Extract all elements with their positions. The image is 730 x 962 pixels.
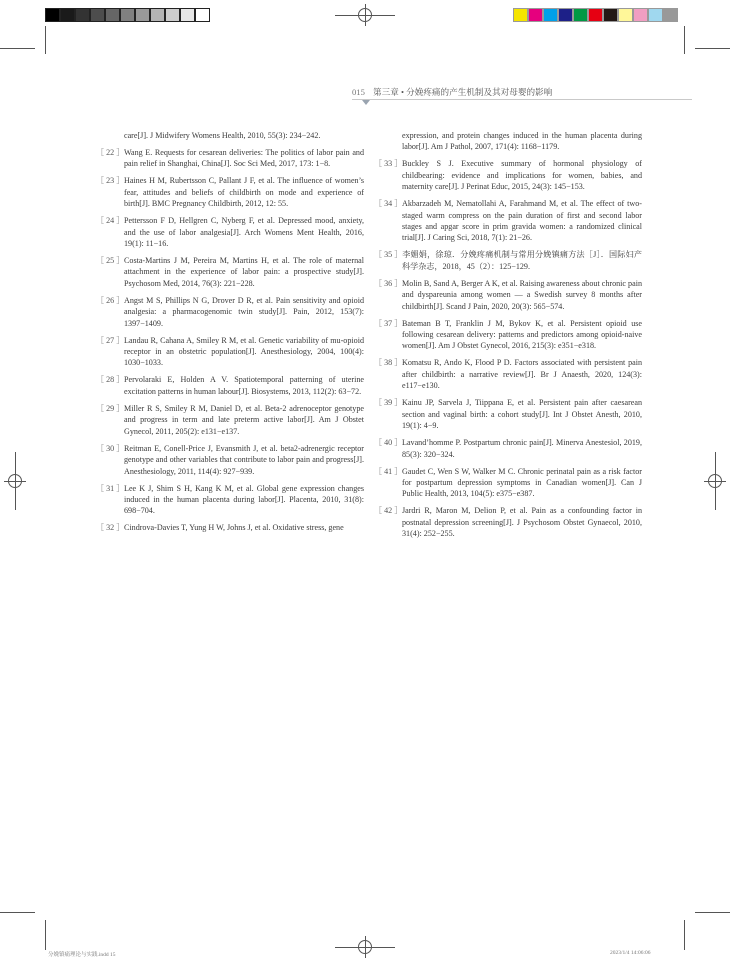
reference-number: ［ 39 ］ [374,398,403,408]
reference-entry [96,295,364,329]
reference-entry [374,158,642,192]
reference-number: ［ 36 ］ [374,278,403,288]
header-rule [352,99,692,100]
reference-text: Kainu JP, Sarvela J, Tiippana E, et al. Persistent pain after caesarean section and vaginal birth: a cohort study[J]. Int J Obstet Anesth, 2010, 19(1): 4−9. [402,398,642,431]
reference-entry [96,483,364,517]
reference-entry [374,198,642,244]
reference-number: ［ 29 ］ [96,403,125,413]
color-swatch [648,8,663,22]
color-swatch [603,8,618,22]
reference-text: Buckley S J. Executive summary of hormonal physiology of childbearing: evidence and implications for women, babies, and maternity care[J]. J Perinat Educ, 2015, 24(3): 145−153. [402,159,642,192]
reference-text: Lee K J, Shim S H, Kang K M, et al. Global gene expression changes induced in the human placenta during labor[J]. Placenta, 2010, 31(8): 698−704. [124,483,364,516]
reference-entry [374,278,642,312]
reference-entry [96,255,364,289]
reference-entry [374,130,642,153]
reference-text: expression, and protein changes induced in the human placenta during labor[J]. Am J Pathol, 2007, 171(4): 1168−1179. [402,131,642,152]
running-header [352,86,552,98]
reference-text: Wang E. Requests for cesarean deliveries: The politics of labor pain and pain relief in Shanghai, China[J]. Soc Sci Med, 2017, 173: 1−8. [124,148,364,169]
registration-line [715,452,716,510]
reference-text: Haines H M, Rubertsson C, Pallant J F, et al. The influence of women’s fear, attitudes and beliefs of childbirth on mode and experience of birth[J]. BMC Pregnancy Childbirth, 2012, 12: 55. [124,176,364,209]
crop-mark [684,26,685,54]
gray-swatch [180,8,195,22]
reference-number: ［ 30 ］ [96,443,125,453]
reference-entry [374,397,642,431]
reference-entry [96,147,364,170]
gray-swatch [135,8,150,22]
reference-text: Molin B, Sand A, Berger A K, et al. Raising awareness about chronic pain and dyspareunia among women — a Swedish survey 8 months after childbirth[J]. Scand J Pain, 2020, 20(3): 565−574. [402,278,642,311]
color-swatch [558,8,573,22]
reference-text: Miller R S, Smiley R M, Daniel D, et al. Beta-2 adrenoceptor genotype and progress in term and late preterm active labor[J]. Am J Obstet Gynecol, 2011, 205(2): e131−e137. [124,403,364,436]
registration-line [335,947,395,948]
reference-text: 李媚娟，徐琼．分娩疼痛机制与常用分娩镇痛方法［J］．国际妇产科学杂志，2018，45（2）：125−129. [402,250,642,271]
references-left-column [96,130,364,539]
color-swatch [588,8,603,22]
reference-entry [96,403,364,437]
reference-number: ［ 22 ］ [96,148,125,157]
reference-text: Akbarzadeh M, Nematollahi A, Farahmand M, et al. The effect of two-staged warm compress on the pain duration of first and second labor stages and apgar score in prim gravida women: a randomized clinical trial[J]. J Caring Sci, 2018, 7(1): 21−26. [402,199,642,243]
gray-swatch [195,8,210,22]
reference-text: care[J]. J Midwifery Womens Health, 2010, 55(3): 234−242. [124,131,321,140]
reference-number: ［ 32 ］ [96,523,125,533]
color-swatch [528,8,543,22]
reference-text: Landau R, Cahana A, Smiley R M, et al. Genetic variability of mu-opioid receptor in an obstetric population[J]. Anesthesiology, 2004, 100(4): 1030−1033. [124,335,364,368]
crop-mark [0,912,35,913]
registration-line [15,452,16,510]
reference-entry [96,130,364,141]
reference-number: ［ 37 ］ [374,318,403,328]
crop-mark [684,920,685,950]
reference-entry [374,437,642,460]
reference-entry [96,215,364,249]
footer-file-name: 分娩镇痛理论与实践.indd 15 [48,952,116,958]
gray-swatch [75,8,90,22]
reference-entry [96,374,364,397]
header-triangle-icon [362,100,370,105]
reference-entry [374,505,642,539]
color-swatch [663,8,678,22]
reference-entry [96,175,364,209]
gray-swatch [165,8,180,22]
reference-text: Angst M S, Phillips N G, Drover D R, et al. Pain sensitivity and opioid analgesia: a pharmacogenomic twin study[J]. Pain, 2012, 153(7): 1397−1409. [124,295,364,328]
reference-number: ［ 26 ］ [96,295,125,305]
reference-text: Lavand’homme P. Postpartum chronic pain[J]. Minerva Anestesiol, 2019, 85(3): 320−324. [402,438,642,459]
reference-text: Costa-Martins J M, Pereira M, Martins H, et al. The role of maternal attachment in the experience of labor pain: a prospective study[J]. Psychosom Med, 2014, 76(3): 221−228. [124,256,364,288]
chapter-title: 第三章 • 分娩疼痛的产生机制及其对母婴的影响 [373,87,553,97]
reference-number: ［ 28 ］ [96,375,125,385]
crop-mark [45,26,46,54]
reference-number: ［ 42 ］ [374,506,403,516]
reference-entry [374,466,642,500]
color-swatch [573,8,588,22]
color-swatch [618,8,633,22]
crop-mark [695,912,730,913]
reference-entry [96,335,364,369]
registration-line [335,15,395,16]
reference-entry [374,249,642,272]
gray-swatch [105,8,120,22]
page-number: 015 [352,87,365,97]
reference-number: ［ 23 ］ [96,176,125,186]
reference-text: Bateman B T, Franklin J M, Bykov K, et al. Persistent opioid use following cesarean delivery: patterns and predictors among opioid-naive women[J]. Am J Obstet Gynecol, 2016, 215(3): e351−e318. [402,318,642,351]
reference-text: Jardri R, Maron M, Delion P, et al. Pain as a confounding factor in postnatal depression screening[J]. J Psychosom Obstet Gynaecol, 2010, 31(4): 252−255. [402,506,642,539]
reference-entry [374,357,642,391]
color-calibration-bar [513,8,678,22]
crop-mark [0,48,35,49]
color-swatch [633,8,648,22]
reference-entry [374,318,642,352]
crop-mark [45,920,46,950]
color-swatch [543,8,558,22]
reference-text: Pettersson F D, Hellgren C, Nyberg F, et al. Depressed mood, anxiety, and the use of labor analgesia[J]. Arch Womens Ment Health, 2016, 19(1): 11−16. [124,216,364,249]
gray-swatch [90,8,105,22]
color-swatch [513,8,528,22]
gray-swatch [45,8,60,22]
reference-number: ［ 35 ］ [374,250,403,260]
references-right-column [374,130,642,545]
reference-entry [96,443,364,477]
reference-text: Cindrova-Davies T, Yung H W, Johns J, et al. Oxidative stress, gene [124,523,344,533]
reference-number: ［ 31 ］ [96,483,125,493]
gray-swatch [120,8,135,22]
reference-number: ［ 27 ］ [96,335,125,345]
reference-number: ［ 40 ］ [374,438,403,448]
reference-number: ［ 33 ］ [374,159,403,169]
grayscale-calibration-bar [45,8,210,22]
reference-number: ［ 41 ］ [374,466,403,476]
footer-timestamp: 2023/1/4 14:06:06 [610,950,651,956]
reference-number: ［ 38 ］ [374,358,403,368]
reference-number: ［ 24 ］ [96,216,125,226]
crop-mark [695,48,730,49]
reference-number: ［ 34 ］ [374,199,403,209]
reference-text: Pervolaraki E, Holden A V. Spatiotemporal patterning of uterine excitation patterns in human labour[J]. Biosystems, 2013, 112(2): 63−72. [124,375,364,396]
reference-text: Gaudet C, Wen S W, Walker M C. Chronic perinatal pain as a risk factor for postpartum depression symptoms in Canadian women[J]. Can J Public Health, 2013, 104(5): e375−e387. [402,466,642,499]
gray-swatch [150,8,165,22]
reference-number: ［ 25 ］ [96,256,125,266]
reference-text: Reitman E, Conell-Price J, Evansmith J, et al. beta2-adrenergic receptor genotype and other variables that contribute to labor pain and progress[J]. Anesthesiology, 2011, 114(4): 927−939. [124,443,364,476]
reference-text: Komatsu R, Ando K, Flood P D. Factors associated with persistent pain after childbirth: a narrative review[J]. Br J Anaesth, 2020, 124(3): e117−e130. [402,358,642,391]
reference-entry [96,522,364,533]
gray-swatch [60,8,75,22]
